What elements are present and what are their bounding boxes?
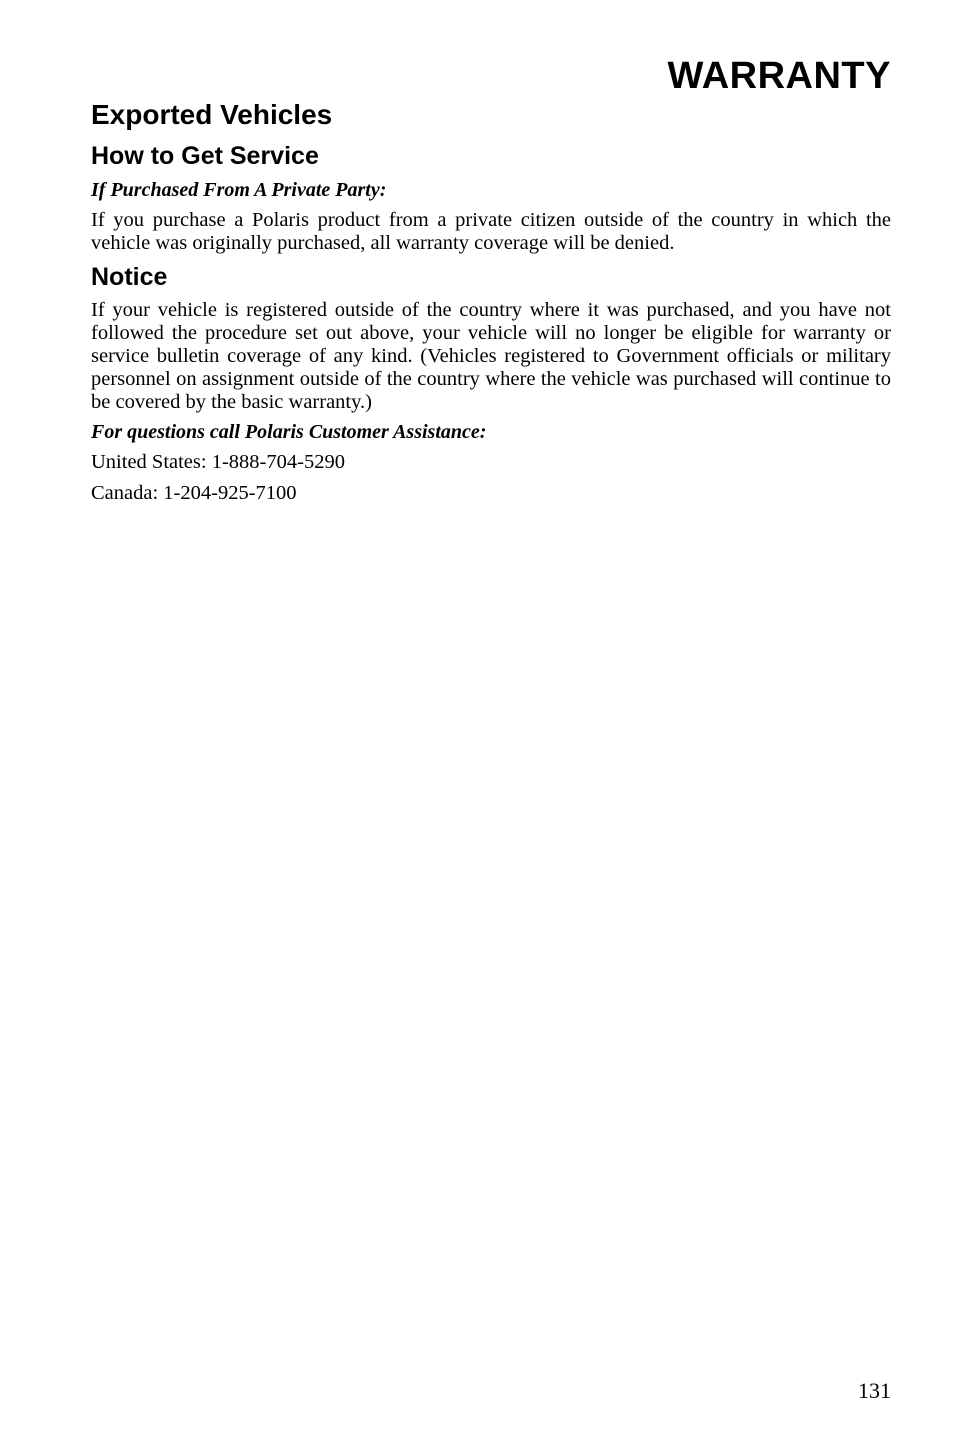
page-header-title: WARRANTY [667,55,891,97]
contact-canada: Canada: 1-204-925-7100 [91,482,297,504]
contact-united-states: United States: 1-888-704-5290 [91,451,345,473]
page-number: 131 [858,1378,891,1403]
notice-paragraph: If your vehicle is registered outside of the country where it was purchased, and you have not followed the procedure set out above, your vehicle will no longer be eligible for warranty or service bulletin coverage of any kind. (Vehicles registered to Government officials or military personnel on assignment outside of the country where the vehicle was purchased will continue to be covered by the basic warranty.) [91,299,891,413]
questions-label: For questions call Polaris Customer Assistance: [91,421,487,443]
private-party-label: If Purchased From A Private Party: [91,179,387,201]
document-page [91,0,891,1454]
notice-subtitle: Notice [91,263,168,291]
service-subtitle: How to Get Service [91,142,319,170]
private-party-paragraph: If you purchase a Polaris product from a private citizen outside of the country in which the vehicle was originally purchased, all warranty coverage will be denied. [91,209,891,254]
section-title: Exported Vehicles [91,99,333,130]
